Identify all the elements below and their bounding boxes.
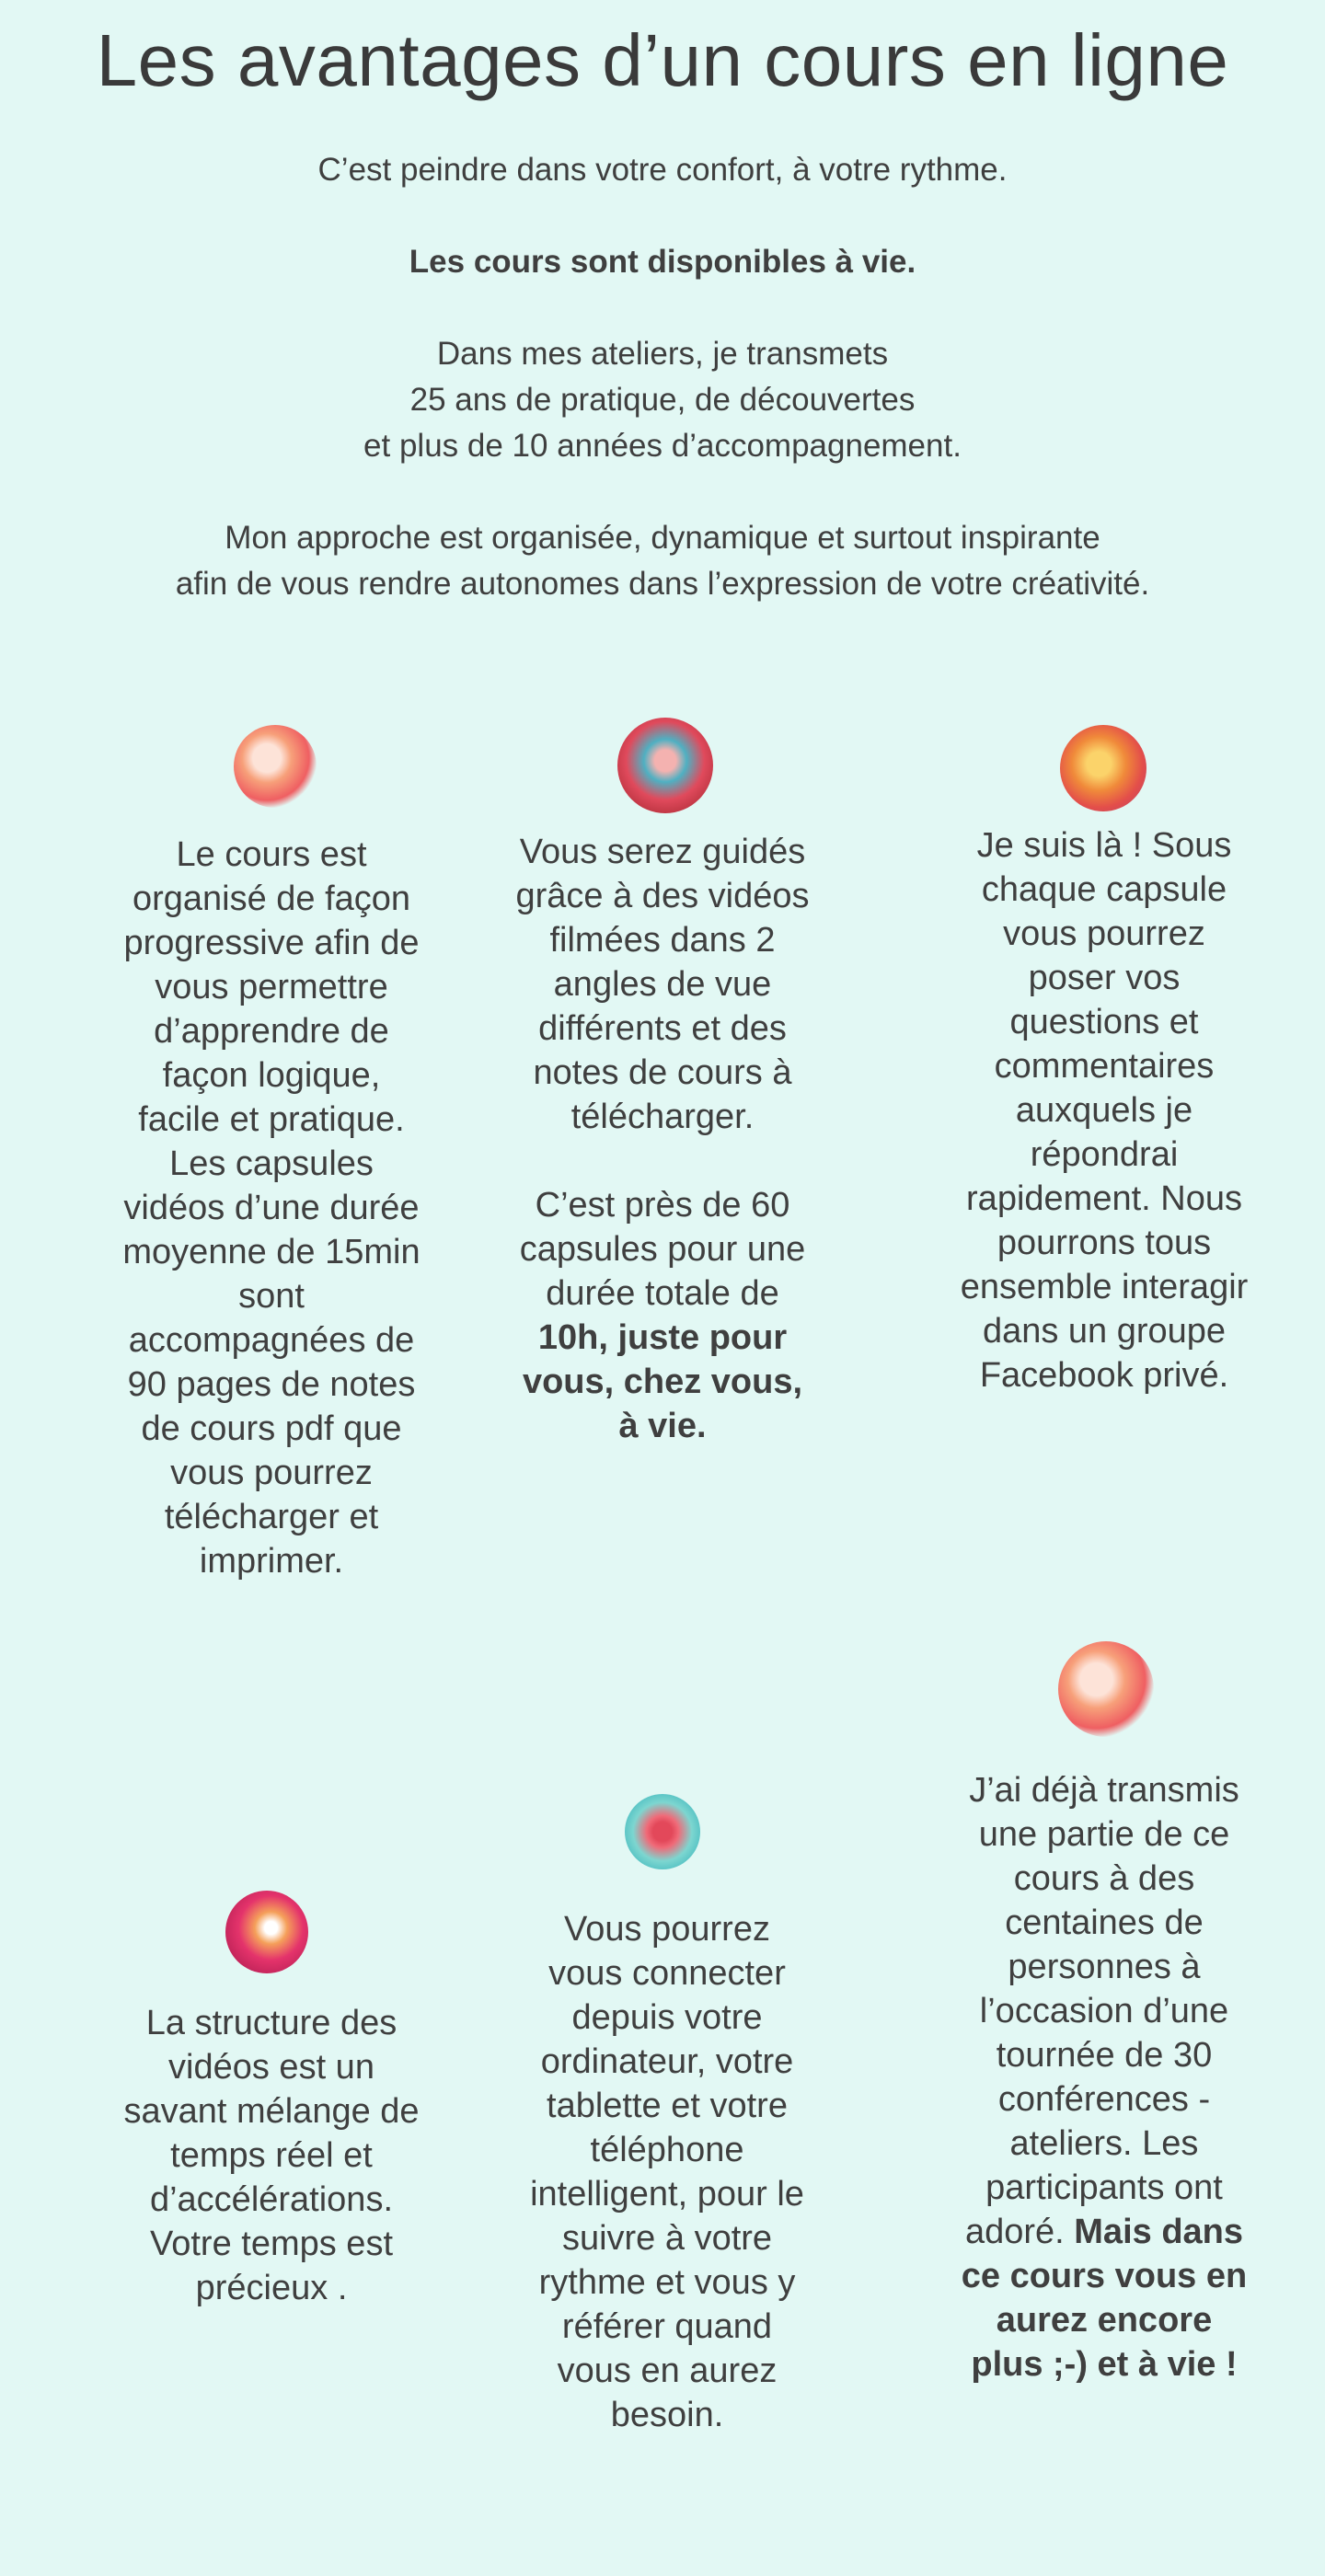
feature-devices-text: Vous pourrez vous connecter depuis votre ordinateur, votre tablette et votre téléphone intelligent, pour le suivre à votre rythme et vous y référer quand vous en aurez besoin. — [530, 1910, 804, 2434]
watercolor-flower-icon-2 — [1058, 1641, 1154, 1737]
watercolor-flower-icon — [234, 725, 317, 808]
intro-experience-line-3: et plus de 10 années d’accompagnement. — [363, 428, 962, 464]
watercolor-circle-icon — [617, 718, 713, 813]
feature-structure-text: La structure des vidéos est un savant mélange de temps réel et d’accélérations. Votre temps est précieux . — [123, 2004, 420, 2307]
feature-experience-paragraph — [957, 1768, 1251, 2386]
feature-videos-text: Vous serez guidés grâce à des vidéos filmées dans 2 angles de vue différents et des notes de cours à télécharger. — [515, 833, 810, 1136]
intro-section — [0, 147, 1325, 653]
intro-experience-line-2: 25 ans de pratique, de découvertes — [409, 382, 916, 418]
feature-experience-text: J’ai déjà transmis une partie de ce cours à des centaines de personnes à l’occasion d’une tournée de 30 conférences - ateliers. Les participants ont adoré. — [964, 1771, 1239, 2251]
intro-approach-line-2: afin de vous rendre autonomes dans l’expression de votre créativité. — [175, 566, 1150, 602]
feature-experience-highlight: Mais dans ce cours vous en aurez encore plus ;-) et à vie ! — [961, 2213, 1248, 2384]
page-title: Les avantages d’un cours en ligne — [96, 19, 1229, 101]
watercolor-swirl-icon — [225, 1891, 308, 1973]
intro-paragraph-experience — [0, 331, 1325, 469]
intro-paragraph-approach — [0, 515, 1325, 607]
feature-devices — [524, 1907, 810, 2437]
feature-duration-text: C’est près de 60 capsules pour une durée totale de — [519, 1186, 806, 1313]
watercolor-palm-icon — [625, 1794, 700, 1869]
intro-experience-line-1: Dans mes ateliers, je transmets — [436, 336, 889, 372]
intro-line-lifetime: Les cours sont disponibles à vie. — [409, 244, 916, 280]
watercolor-sun-icon — [1060, 725, 1146, 811]
feature-duration — [515, 1183, 810, 1448]
feature-progressive-text: Le cours est organisé de façon progressive afin de vous permettre d’apprendre de façon logique, facile et pratique. Les capsules vidéos d’une durée moyenne de 15min sont accompagnées de 90 pages de notes de cours pdf que vous pourrez télécharger et imprimer. — [122, 835, 421, 1581]
feature-structure — [120, 2001, 423, 2310]
feature-support-text: Je suis là ! Sous chaque capsule vous pourrez poser vos questions et commentaires auxquels je répondrai rapidement. Nous pourrons tous ensemble interagir dans un groupe Facebook privé. — [960, 826, 1249, 1395]
feature-duration-highlight: 10h, juste pour vous, chez vous, à vie. — [522, 1318, 803, 1445]
feature-videos — [515, 830, 810, 1448]
feature-progressive — [120, 833, 423, 1583]
feature-experience — [957, 1768, 1251, 2386]
intro-line-comfort: C’est peindre dans votre confort, à votre rythme. — [317, 152, 1008, 188]
feature-support — [957, 823, 1251, 1397]
intro-approach-line-1: Mon approche est organisée, dynamique et surtout inspirante — [225, 520, 1100, 556]
